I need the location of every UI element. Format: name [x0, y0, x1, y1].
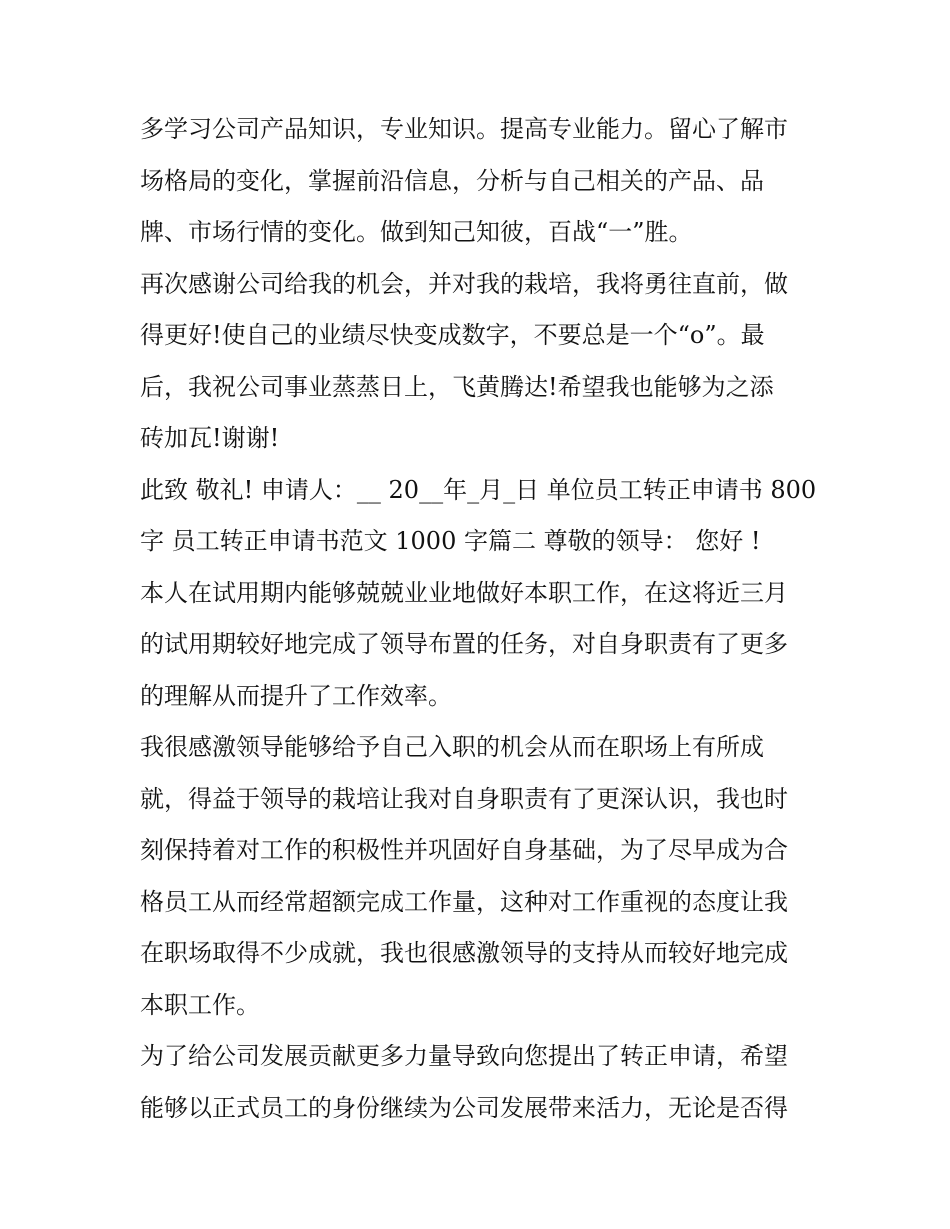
text-line: 牌、市场行情的变化。做到知己知彼，百战“一”胜。	[140, 218, 693, 246]
text-line: 后，我祝公司事业蒸蒸日上，飞黄腾达!希望我也能够为之添	[140, 372, 774, 401]
text-line: 此致 敬礼! 申请人：__ 20__年_月_日 单位员工转正申请书 800	[140, 475, 817, 504]
text-line: 的理解从而提升了工作效率。	[140, 681, 452, 710]
text-line: 格员工从而经常超额完成工作量，这种对工作重视的态度让我	[140, 887, 788, 916]
text-line: 在职场取得不少成就，我也很感激领导的支持从而较好地完成	[140, 939, 788, 967]
text-line: 砖加瓦!谢谢!	[140, 424, 280, 452]
text-line: 刻保持着对工作的积极性并巩固好自身基础，为了尽早成为合	[140, 836, 788, 864]
text-line: 多学习公司产品知识，专业知识。提高专业能力。留心了解市	[140, 115, 788, 143]
text-line: 能够以正式员工的身份继续为公司发展带来活力，无论是否得	[140, 1093, 788, 1122]
text-line: 字 员工转正申请书范文 1000 字篇二 尊敬的领导： 您好 !	[140, 527, 761, 555]
text-line: 本职工作。	[140, 990, 260, 1019]
text-line: 的试用期较好地完成了领导布置的任务，对自身职责有了更多	[140, 630, 788, 658]
text-line: 再次感谢公司给我的机会，并对我的栽培，我将勇往直前，做	[140, 269, 788, 298]
text-line: 我很感激领导能够给予自己入职的机会从而在职场上有所成	[140, 733, 764, 761]
text-line: 得更好!使自己的业绩尽快变成数字，不要总是一个“o”。最	[140, 321, 765, 349]
text-line: 就，得益于领导的栽培让我对自身职责有了更深认识，我也时	[140, 784, 788, 813]
document-body	[140, 104, 820, 1134]
text-line: 场格局的变化，掌握前沿信息，分析与自己相关的产品、品	[140, 166, 764, 195]
text-line: 为了给公司发展贡献更多力量导致向您提出了转正申请，希望	[140, 1042, 788, 1070]
text-line: 本人在试用期内能够兢兢业业地做好本职工作，在这将近三月	[140, 578, 788, 607]
